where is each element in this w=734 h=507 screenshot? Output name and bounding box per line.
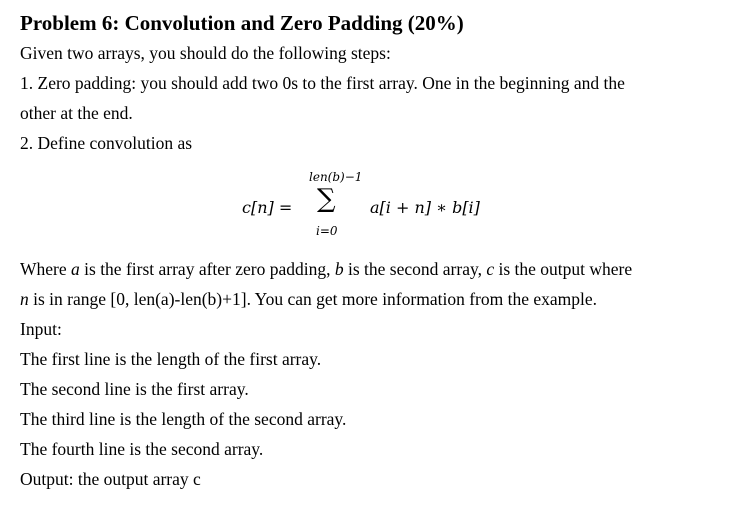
input-line-3: The third line is the length of the second array.: [20, 409, 347, 429]
var-n: n: [20, 289, 29, 309]
intro-text: Given two arrays, you should do the following steps:: [20, 43, 391, 63]
var-b: b: [334, 259, 344, 279]
step2-text: 2. Define convolution as: [20, 133, 193, 153]
input-heading: Input:: [20, 319, 62, 339]
step1-text-line1: 1. Zero padding: you should add two 0s to the first array. One in the beginning and the: [20, 73, 625, 93]
convolution-formula: [20, 158, 720, 254]
formula-lower-limit: i=0: [316, 224, 338, 238]
input-line-4: The fourth line is the second array.: [20, 439, 264, 459]
problem-title: Problem 6: Convolution and Zero Padding (20%): [20, 11, 464, 35]
input-line-1: The first line is the length of the first array.: [20, 349, 322, 369]
input-line-2: The second line is the first array.: [20, 379, 249, 399]
problem-document: [20, 8, 720, 494]
var-c: c: [486, 259, 495, 279]
where-text-line1: Where a is the first array after zero padding, b is the second array, c is the output where: [20, 259, 633, 279]
formula-upper-limit: len(b)−1: [309, 170, 363, 184]
output-line: Output: the output array c: [20, 469, 201, 489]
formula-lhs: c[n] =: [242, 198, 293, 217]
step1-text-line2: other at the end.: [20, 103, 133, 123]
formula-body: a[i + n] ∗ b[i]: [370, 198, 480, 217]
sigma-icon: ∑: [317, 184, 336, 214]
var-a: a: [71, 259, 80, 279]
where-text-line2: n is in range [0, len(a)-len(b)+1]. You can get more information from the example.: [20, 289, 597, 309]
